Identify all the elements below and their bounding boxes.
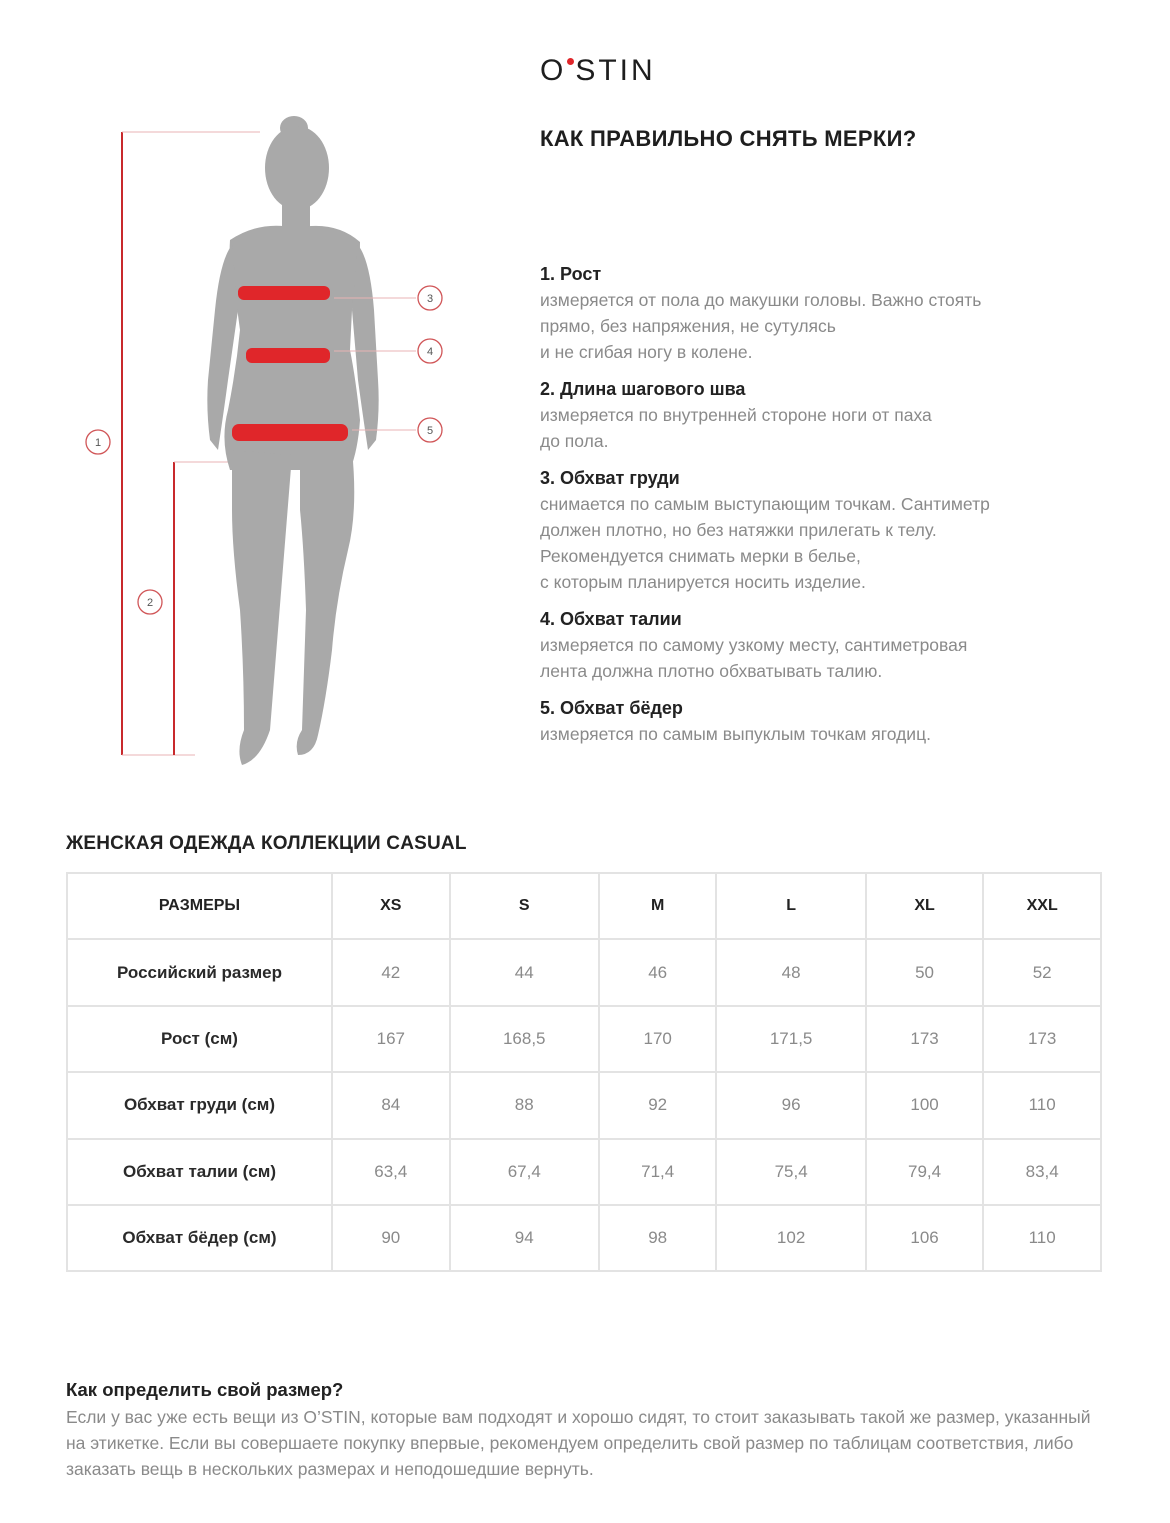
- table-cell: 173: [866, 1006, 984, 1072]
- marker-1-label: 1: [94, 437, 102, 449]
- step-chest: [540, 466, 1100, 595]
- marker-2-label: 2: [146, 597, 154, 609]
- logo-text-right: STIN: [575, 54, 656, 87]
- row-label: Обхват бёдер (см): [67, 1205, 332, 1271]
- silhouette-illustration: [60, 110, 460, 780]
- size-header: L: [716, 873, 865, 939]
- hip-band: [232, 424, 348, 441]
- step-title: 1. Рост: [540, 264, 602, 284]
- table-cell: 168,5: [450, 1006, 599, 1072]
- table-cell: 50: [866, 939, 984, 1005]
- table-cell: 63,4: [332, 1139, 450, 1205]
- logo-text-left: O: [540, 54, 567, 87]
- step-description: измеряется по самым выпуклым точкам ягодиц.: [540, 724, 931, 744]
- table-cell: 102: [716, 1205, 865, 1271]
- body-measurement-figure: [60, 110, 460, 780]
- size-header: S: [450, 873, 599, 939]
- table-cell: 46: [599, 939, 717, 1005]
- table-cell: 52: [983, 939, 1101, 1005]
- marker-3-circle: [418, 286, 442, 310]
- size-table: [66, 872, 1102, 1272]
- table-cell: 88: [450, 1072, 599, 1138]
- size-header: M: [599, 873, 717, 939]
- row-label: Российский размер: [67, 939, 332, 1005]
- table-cell: 98: [599, 1205, 717, 1271]
- table-cell: 94: [450, 1205, 599, 1271]
- step-description: измеряется от пола до макушки головы. Важно стоять прямо, без напряжения, не сутулясь и не сгибая ногу в колене.: [540, 290, 982, 362]
- marker-1-circle: [86, 430, 110, 454]
- table-cell: 170: [599, 1006, 717, 1072]
- table-cell: 110: [983, 1205, 1101, 1271]
- size-header: XL: [866, 873, 984, 939]
- marker-2-circle: [138, 590, 162, 614]
- table-row: [67, 1205, 1101, 1271]
- table-cell: 67,4: [450, 1139, 599, 1205]
- step-description: измеряется по самому узкому месту, сантиметровая лента должна плотно обхватывать талию.: [540, 635, 968, 681]
- row-label: Обхват талии (см): [67, 1139, 332, 1205]
- size-header: XXL: [983, 873, 1101, 939]
- step-title: 2. Длина шагового шва: [540, 379, 746, 399]
- table-cell: 83,4: [983, 1139, 1101, 1205]
- table-row: [67, 1006, 1101, 1072]
- table-cell: 171,5: [716, 1006, 865, 1072]
- step-inseam: [540, 377, 1100, 454]
- table-cell: 96: [716, 1072, 865, 1138]
- table-cell: 48: [716, 939, 865, 1005]
- step-description: измеряется по внутренней стороне ноги от паха до пола.: [540, 405, 932, 451]
- size-table-title: ЖЕНСКАЯ ОДЕЖДА КОЛЛЕКЦИИ CASUAL: [66, 833, 467, 854]
- size-header: XS: [332, 873, 450, 939]
- table-cell: 167: [332, 1006, 450, 1072]
- table-cell: 75,4: [716, 1139, 865, 1205]
- marker-4-label: 4: [426, 346, 434, 358]
- table-cell: 106: [866, 1205, 984, 1271]
- table-cell: 173: [983, 1006, 1101, 1072]
- table-cell: 92: [599, 1072, 717, 1138]
- table-cell: 71,4: [599, 1139, 717, 1205]
- step-title: 5. Обхват бёдер: [540, 698, 683, 718]
- step-title: 4. Обхват талии: [540, 609, 682, 629]
- row-label: Обхват груди (см): [67, 1072, 332, 1138]
- table-header-row: [67, 873, 1101, 939]
- brand-logo: [540, 54, 656, 88]
- step-height: [540, 262, 1100, 365]
- step-title: 3. Обхват груди: [540, 468, 680, 488]
- how-to-choose-size-title: Как определить свой размер?: [66, 1379, 344, 1400]
- marker-5-label: 5: [426, 425, 434, 437]
- table-row: [67, 1072, 1101, 1138]
- step-hips: [540, 696, 1100, 747]
- table-cell: 79,4: [866, 1139, 984, 1205]
- table-row: [67, 1139, 1101, 1205]
- table-cell: 84: [332, 1072, 450, 1138]
- table-row: [67, 939, 1101, 1005]
- table-cell: 42: [332, 939, 450, 1005]
- chest-band: [238, 286, 330, 300]
- table-cell: 44: [450, 939, 599, 1005]
- table-cell: 90: [332, 1205, 450, 1271]
- row-label: Рост (см): [67, 1006, 332, 1072]
- step-waist: [540, 607, 1100, 684]
- step-description: снимается по самым выступающим точкам. Сантиметр должен плотно, но без натяжки прилегать к телу. Рекомендуется снимать мерки в белье, с которым планируется носить изделие.: [540, 494, 990, 592]
- logo-dot: [567, 58, 574, 65]
- table-cell: 110: [983, 1072, 1101, 1138]
- waist-band: [246, 348, 330, 363]
- table-cell: 100: [866, 1072, 984, 1138]
- table-corner-header: РАЗМЕРЫ: [67, 873, 332, 939]
- marker-3-label: 3: [426, 293, 434, 305]
- marker-5-circle: [418, 418, 442, 442]
- marker-4-circle: [418, 339, 442, 363]
- page-title: КАК ПРАВИЛЬНО СНЯТЬ МЕРКИ?: [540, 126, 917, 151]
- measurement-steps: [540, 262, 1100, 759]
- how-to-choose-size-text: Если у вас уже есть вещи из O’STIN, которые вам подходят и хорошо сидят, то стоит заказывать такой же размер, указанный на этикетке. Если вы совершаете покупку впервые, рекомендуем определить свой размер по таблицам соответствия, либо заказать вещь в нескольких размерах и неподошедшие вернуть.: [66, 1407, 1091, 1479]
